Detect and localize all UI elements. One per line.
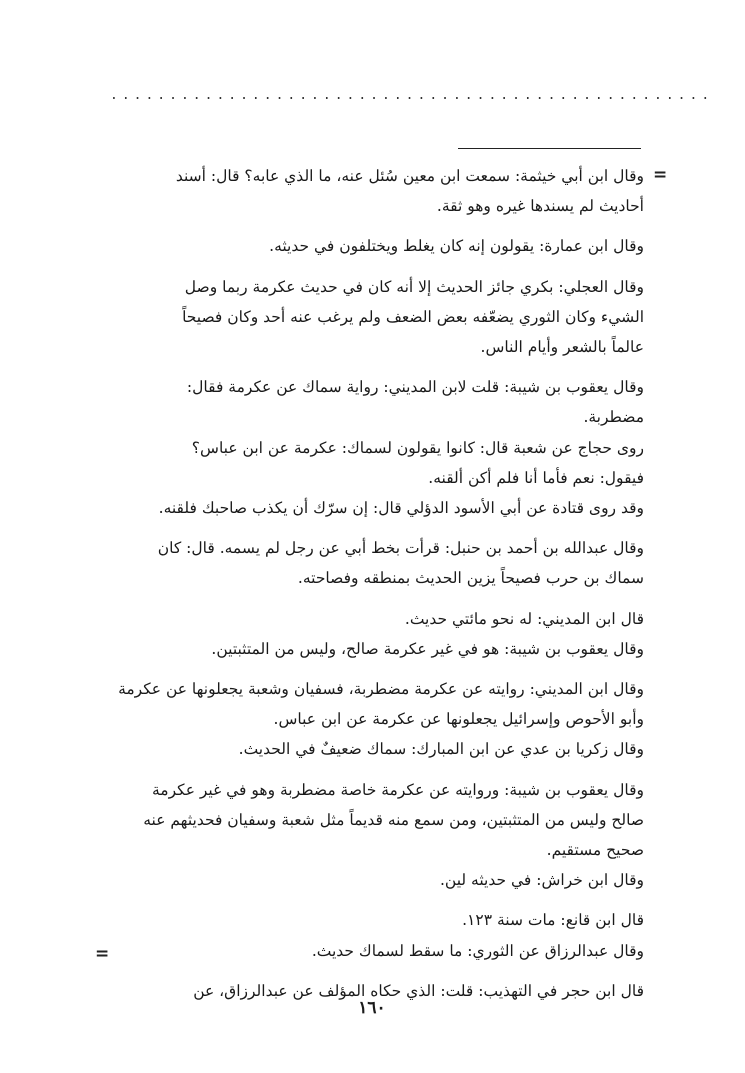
text-line: وقال يعقوب بن شيبة: وروايته عن عكرمة خاصة مضطربة وهو في غير عكرمة <box>151 780 644 799</box>
text-line: وقال ابن خراش: في حديثه لين. <box>440 871 644 890</box>
text-line: عالماً بالشعر وأيام الناس. <box>480 338 644 357</box>
text-line: الشيء وكان الثوري يضعّفه بعض الضعف ولم يرغب عنه أحد وكان فصيحاً <box>182 307 644 326</box>
text-line: روى حجاج عن شعبة قال: كانوا يقولون لسماك: عكرمة عن ابن عباس؟ <box>191 438 644 457</box>
paragraph <box>95 372 644 523</box>
paragraph <box>95 272 644 363</box>
text-line: صحيح مستقيم. <box>546 841 644 860</box>
text-line: وقال زكريا بن عدي عن ابن المبارك: سماك ضعيفٌ في الحديث. <box>238 740 644 759</box>
paragraph <box>95 533 644 593</box>
page-number: ١٦٠ <box>358 998 386 1018</box>
text-line: قال ابن حجر في التهذيب: قلت: الذي حكاه المؤلف عن عبدالرزاق، عن <box>193 981 644 1000</box>
text-line: مضطربة. <box>583 408 644 427</box>
paragraph <box>95 161 644 221</box>
footnote-text-body <box>95 161 644 1016</box>
paragraph <box>95 775 644 896</box>
text-line: وقال ابن المديني: روايته عن عكرمة مضطربة، فسفيان وشعبة يجعلونها عن عكرمة <box>118 680 644 699</box>
paragraph <box>95 231 644 261</box>
text-line: فيقول: نعم فأما أنا فلم أكن ألقنه. <box>428 468 644 487</box>
header-dotted-line: ................................................... <box>110 88 714 103</box>
footnote-continuation-mark-top: = <box>653 165 668 185</box>
paragraph <box>95 604 644 664</box>
paragraph <box>95 674 644 765</box>
text-line: وقال ابن أبي خيثمة: سمعت ابن معين سُئل عنه، ما الذي عابه؟ قال: أسند <box>175 167 644 185</box>
text-line: قال ابن المديني: له نحو مائتي حديث. <box>404 609 644 628</box>
text-line: وقال العجلي: بكري جائز الحديث إلا أنه كان في حديث عكرمة ربما وصل <box>184 277 644 296</box>
text-line: وأبو الأحوص وإسرائيل يجعلونها عن عكرمة عن ابن عباس. <box>273 710 644 729</box>
text-line: وقد روى قتادة عن أبي الأسود الدؤلي قال: إن سرّك أن يكذب صاحبك فلقنه. <box>158 499 644 518</box>
footnote-separator-rule <box>458 148 641 149</box>
text-line: قال ابن قانع: مات سنة ١٢٣. <box>462 911 644 930</box>
text-line: وقال يعقوب بن شيبة: قلت لابن المديني: رواية سماك عن عكرمة فقال: <box>186 378 644 397</box>
text-line: أحاديث لم يسندها غيره وهو ثقة. <box>436 197 644 216</box>
paragraph <box>95 905 644 965</box>
text-line: وقال يعقوب بن شيبة: هو في غير عكرمة صالح، وليس من المتثبتين. <box>211 639 644 658</box>
text-line: وقال عبدالرزاق عن الثوري: ما سقط لسماك حديث. <box>311 941 644 960</box>
text-line: سماك بن حرب فصيحاً يزين الحديث بمنطقه وفصاحته. <box>297 569 644 588</box>
text-line: وقال عبدالله بن أحمد بن حنبل: قرأت بخط أبي عن رجل لم يسمه. قال: كان <box>157 539 644 558</box>
footnote-continuation-mark-bottom: = <box>95 944 110 964</box>
text-line: وقال ابن عمارة: يقولون إنه كان يغلط ويختلفون في حديثه. <box>269 237 644 256</box>
text-line: صالح وليس من المتثبتين، ومن سمع منه قديماً مثل شعبة وسفيان فحديثهم عنه <box>143 810 644 829</box>
